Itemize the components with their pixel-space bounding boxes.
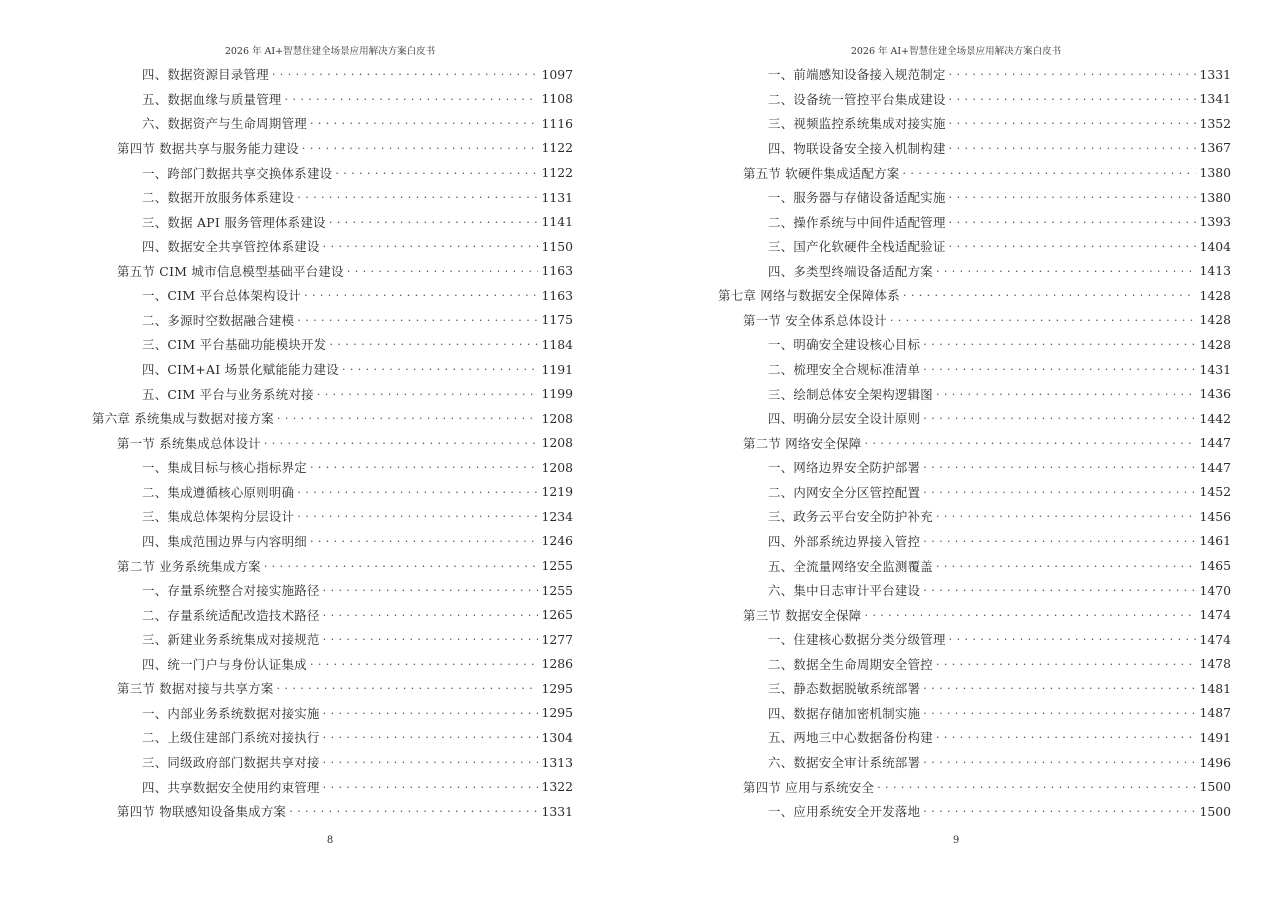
toc-entry-subsection[interactable] bbox=[718, 799, 1231, 824]
toc-entry-subsection[interactable] bbox=[718, 234, 1231, 259]
dot-leader bbox=[323, 239, 539, 253]
toc-entry-page-number: 1208 bbox=[541, 459, 573, 475]
dot-leader bbox=[923, 583, 1196, 597]
toc-entry-title: 第一节 系统集成总体设计 bbox=[117, 435, 261, 451]
dot-leader bbox=[310, 460, 538, 474]
toc-entry-page-number: 1428 bbox=[1199, 287, 1231, 303]
toc-entry-page-number: 1122 bbox=[541, 165, 573, 181]
toc-entry-title: 四、集成范围边界与内容明细 bbox=[142, 533, 307, 549]
toc-entry-title: 二、梳理安全合规标准清单 bbox=[768, 362, 921, 378]
dot-leader bbox=[289, 804, 538, 818]
toc-entry-subsection[interactable] bbox=[92, 283, 573, 308]
dot-leader bbox=[936, 387, 1196, 401]
toc-entry-title: 二、上级住建部门系统对接执行 bbox=[142, 730, 320, 746]
toc-entry-page-number: 1380 bbox=[1199, 165, 1231, 181]
toc-entry-subsection[interactable] bbox=[92, 602, 573, 627]
dot-leader bbox=[297, 313, 538, 327]
toc-entry-page-number: 1474 bbox=[1199, 631, 1231, 647]
toc-entry-page-number: 1234 bbox=[541, 508, 573, 524]
toc-entry-page-number: 1500 bbox=[1199, 803, 1231, 819]
toc-entry-subsection[interactable] bbox=[92, 627, 573, 652]
toc-entry-page-number: 1208 bbox=[541, 435, 573, 451]
toc-entry-subsection[interactable] bbox=[92, 529, 573, 554]
toc-entry-page-number: 1255 bbox=[541, 558, 573, 574]
dot-leader bbox=[949, 215, 1197, 229]
toc-entry-page-number: 1428 bbox=[1199, 312, 1231, 328]
dot-leader bbox=[297, 485, 538, 499]
toc-entry-title: 五、CIM 平台与业务系统对接 bbox=[142, 386, 314, 402]
toc-entry-page-number: 1491 bbox=[1199, 729, 1231, 745]
toc-entry-page-number: 1380 bbox=[1199, 189, 1231, 205]
toc-entry-subsection[interactable] bbox=[92, 185, 573, 210]
dot-leader bbox=[297, 190, 538, 204]
dot-leader bbox=[264, 559, 539, 573]
toc-entry-subsection[interactable] bbox=[718, 136, 1231, 161]
toc-entry-subsection[interactable] bbox=[718, 209, 1231, 234]
dot-leader bbox=[903, 166, 1197, 180]
toc-entry-subsection[interactable] bbox=[718, 652, 1231, 677]
toc-entry-page-number: 1313 bbox=[541, 754, 573, 770]
toc-entry-title: 三、政务云平台安全防护补充 bbox=[768, 509, 933, 525]
dot-leader bbox=[923, 804, 1196, 818]
toc-entry-section[interactable] bbox=[718, 774, 1231, 799]
table-of-contents bbox=[92, 62, 573, 823]
toc-entry-title: 一、内部业务系统数据对接实施 bbox=[142, 705, 320, 721]
dot-leader bbox=[323, 755, 539, 769]
toc-entry-title: 三、新建业务系统集成对接规范 bbox=[142, 632, 320, 648]
toc-entry-subsection[interactable] bbox=[92, 750, 573, 775]
dot-leader bbox=[949, 92, 1197, 106]
toc-entry-title: 第七章 网络与数据安全保障体系 bbox=[718, 288, 900, 304]
toc-entry-page-number: 1191 bbox=[541, 361, 573, 377]
dot-leader bbox=[272, 67, 539, 81]
toc-entry-page-number: 1184 bbox=[541, 336, 573, 352]
toc-entry-page-number: 1470 bbox=[1199, 582, 1231, 598]
running-header: 2026 年 AI+智慧住建全场景应用解决方案白皮书 bbox=[850, 46, 1062, 57]
toc-entry-section[interactable] bbox=[718, 160, 1231, 185]
toc-entry-subsection[interactable] bbox=[92, 701, 573, 726]
toc-entry-subsection[interactable] bbox=[92, 111, 573, 136]
toc-entry-section[interactable] bbox=[92, 676, 573, 701]
toc-entry-title: 第四节 数据共享与服务能力建设 bbox=[117, 140, 299, 156]
toc-entry-subsection[interactable] bbox=[92, 455, 573, 480]
toc-entry-subsection[interactable] bbox=[92, 332, 573, 357]
dot-leader bbox=[890, 313, 1197, 327]
toc-entry-subsection[interactable] bbox=[718, 504, 1231, 529]
toc-entry-page-number: 1447 bbox=[1199, 459, 1231, 475]
dot-leader bbox=[342, 362, 539, 376]
toc-entry-title: 三、数据 API 服务管理体系建设 bbox=[142, 214, 326, 230]
toc-entry-section[interactable] bbox=[92, 136, 573, 161]
toc-entry-subsection[interactable] bbox=[718, 357, 1231, 382]
toc-entry-page-number: 1116 bbox=[541, 115, 573, 131]
toc-entry-title: 一、服务器与存储设备适配实施 bbox=[768, 190, 946, 206]
toc-entry-subsection[interactable] bbox=[92, 504, 573, 529]
toc-entry-subsection[interactable] bbox=[718, 627, 1231, 652]
toc-entry-title: 四、统一门户与身份认证集成 bbox=[142, 656, 307, 672]
toc-entry-subsection[interactable] bbox=[718, 406, 1231, 431]
toc-entry-title: 三、静态数据脱敏系统部署 bbox=[768, 681, 921, 697]
toc-entry-subsection[interactable] bbox=[718, 480, 1231, 505]
toc-entry-page-number: 1447 bbox=[1199, 435, 1231, 451]
page-number: 9 bbox=[952, 835, 960, 846]
toc-entry-subsection[interactable] bbox=[92, 578, 573, 603]
toc-entry-subsection[interactable] bbox=[718, 725, 1231, 750]
toc-entry-title: 第五节 CIM 城市信息模型基础平台建设 bbox=[117, 263, 344, 279]
toc-entry-subsection[interactable] bbox=[718, 332, 1231, 357]
dot-leader bbox=[323, 706, 539, 720]
toc-entry-subsection[interactable] bbox=[718, 455, 1231, 480]
toc-entry-page-number: 1431 bbox=[1199, 361, 1231, 377]
toc-entry-section[interactable] bbox=[92, 259, 573, 284]
toc-entry-title: 三、国产化软硬件全栈适配验证 bbox=[768, 239, 946, 255]
toc-entry-subsection[interactable] bbox=[718, 111, 1231, 136]
toc-entry-title: 三、同级政府部门数据共享对接 bbox=[142, 755, 320, 771]
toc-entry-page-number: 1163 bbox=[541, 263, 573, 279]
dot-leader bbox=[323, 583, 539, 597]
toc-entry-title: 四、数据存储加密机制实施 bbox=[768, 705, 921, 721]
toc-entry-page-number: 1393 bbox=[1199, 214, 1231, 230]
toc-entry-page-number: 1478 bbox=[1199, 656, 1231, 672]
toc-entry-title: 一、明确安全建设核心目标 bbox=[768, 337, 921, 353]
toc-entry-page-number: 1141 bbox=[541, 214, 573, 230]
dot-leader bbox=[302, 141, 539, 155]
toc-entry-page-number: 1496 bbox=[1199, 754, 1231, 770]
dot-leader bbox=[297, 509, 538, 523]
toc-entry-title: 二、操作系统与中间件适配管理 bbox=[768, 214, 946, 230]
toc-entry-page-number: 1163 bbox=[541, 287, 573, 303]
toc-entry-title: 二、存量系统适配改造技术路径 bbox=[142, 607, 320, 623]
toc-entry-title: 五、全流量网络安全监测覆盖 bbox=[768, 558, 933, 574]
toc-entry-title: 第二节 业务系统集成方案 bbox=[117, 558, 261, 574]
toc-entry-subsection[interactable] bbox=[92, 160, 573, 185]
dot-leader bbox=[923, 485, 1196, 499]
toc-entry-page-number: 1219 bbox=[541, 484, 573, 500]
toc-entry-page-number: 1255 bbox=[541, 582, 573, 598]
toc-entry-title: 四、CIM+AI 场景化赋能能力建设 bbox=[142, 362, 339, 378]
toc-entry-page-number: 1150 bbox=[541, 238, 573, 254]
toc-entry-title: 一、存量系统整合对接实施路径 bbox=[142, 583, 320, 599]
dot-leader bbox=[936, 509, 1196, 523]
toc-entry-title: 六、数据安全审计系统部署 bbox=[768, 755, 921, 771]
dot-leader bbox=[864, 608, 1196, 622]
dot-leader bbox=[923, 681, 1196, 695]
toc-entry-page-number: 1331 bbox=[541, 803, 573, 819]
toc-entry-page-number: 1265 bbox=[541, 607, 573, 623]
toc-entry-page-number: 1461 bbox=[1199, 533, 1231, 549]
dot-leader bbox=[310, 657, 538, 671]
toc-entry-title: 一、跨部门数据共享交换体系建设 bbox=[142, 165, 333, 181]
toc-entry-page-number: 1108 bbox=[541, 91, 573, 107]
toc-entry-subsection[interactable] bbox=[92, 381, 573, 406]
toc-entry-section[interactable] bbox=[718, 308, 1231, 333]
toc-entry-page-number: 1436 bbox=[1199, 386, 1231, 402]
toc-entry-title: 三、CIM 平台基础功能模块开发 bbox=[142, 337, 327, 353]
toc-entry-page-number: 1428 bbox=[1199, 336, 1231, 352]
toc-entry-page-number: 1286 bbox=[541, 656, 573, 672]
toc-entry-section[interactable] bbox=[718, 430, 1231, 455]
toc-entry-title: 第三节 数据对接与共享方案 bbox=[117, 681, 274, 697]
toc-entry-title: 六、数据资产与生命周期管理 bbox=[142, 116, 307, 132]
toc-entry-page-number: 1331 bbox=[1199, 66, 1231, 82]
dot-leader bbox=[277, 681, 539, 695]
dot-leader bbox=[323, 730, 539, 744]
toc-entry-title: 四、共享数据安全使用约束管理 bbox=[142, 779, 320, 795]
toc-entry-section[interactable] bbox=[718, 602, 1231, 627]
toc-entry-page-number: 1465 bbox=[1199, 558, 1231, 574]
toc-entry-page-number: 1208 bbox=[541, 410, 573, 426]
toc-entry-subsection[interactable] bbox=[718, 381, 1231, 406]
toc-entry-title: 二、集成遵循核心原则明确 bbox=[142, 484, 295, 500]
toc-entry-title: 四、数据安全共享管控体系建设 bbox=[142, 239, 320, 255]
toc-entry-page-number: 1199 bbox=[541, 386, 573, 402]
dot-leader bbox=[335, 166, 538, 180]
toc-entry-chapter[interactable] bbox=[92, 406, 573, 431]
dot-leader bbox=[323, 608, 539, 622]
toc-entry-title: 五、两地三中心数据备份构建 bbox=[768, 730, 933, 746]
toc-entry-subsection[interactable] bbox=[718, 259, 1231, 284]
toc-entry-title: 第二节 网络安全保障 bbox=[743, 435, 862, 451]
toc-entry-section[interactable] bbox=[92, 799, 573, 824]
toc-entry-subsection[interactable] bbox=[718, 87, 1231, 112]
page-number: 8 bbox=[326, 835, 334, 846]
toc-entry-title: 四、外部系统边界接入管控 bbox=[768, 533, 921, 549]
toc-entry-title: 四、多类型终端设备适配方案 bbox=[768, 263, 933, 279]
toc-entry-page-number: 1304 bbox=[541, 729, 573, 745]
toc-entry-title: 第四节 物联感知设备集成方案 bbox=[117, 804, 287, 820]
page-left bbox=[0, 0, 632, 898]
dot-leader bbox=[949, 239, 1197, 253]
toc-entry-title: 三、视频监控系统集成对接实施 bbox=[768, 116, 946, 132]
toc-entry-subsection[interactable] bbox=[718, 676, 1231, 701]
dot-leader bbox=[277, 411, 539, 425]
toc-entry-subsection[interactable] bbox=[718, 529, 1231, 554]
toc-entry-page-number: 1341 bbox=[1199, 91, 1231, 107]
dot-leader bbox=[310, 116, 538, 130]
toc-entry-subsection[interactable] bbox=[718, 750, 1231, 775]
toc-entry-page-number: 1295 bbox=[541, 680, 573, 696]
dot-leader bbox=[923, 460, 1196, 474]
dot-leader bbox=[310, 534, 538, 548]
toc-entry-page-number: 1352 bbox=[1199, 115, 1231, 131]
toc-entry-subsection[interactable] bbox=[92, 357, 573, 382]
table-of-contents bbox=[718, 62, 1231, 823]
toc-entry-page-number: 1481 bbox=[1199, 680, 1231, 696]
toc-entry-subsection[interactable] bbox=[718, 701, 1231, 726]
toc-entry-page-number: 1487 bbox=[1199, 705, 1231, 721]
dot-leader bbox=[264, 436, 539, 450]
toc-entry-page-number: 1131 bbox=[541, 189, 573, 205]
toc-entry-page-number: 1097 bbox=[541, 66, 573, 82]
toc-entry-title: 三、集成总体架构分层设计 bbox=[142, 509, 295, 525]
toc-entry-subsection[interactable] bbox=[92, 652, 573, 677]
toc-entry-title: 一、前端感知设备接入规范制定 bbox=[768, 67, 946, 83]
toc-entry-title: 二、多源时空数据融合建模 bbox=[142, 312, 295, 328]
toc-entry-chapter[interactable] bbox=[718, 283, 1231, 308]
toc-entry-page-number: 1322 bbox=[541, 779, 573, 795]
dot-leader bbox=[923, 362, 1196, 376]
dot-leader bbox=[304, 288, 538, 302]
toc-entry-page-number: 1474 bbox=[1199, 607, 1231, 623]
toc-entry-title: 四、物联设备安全接入机制构建 bbox=[768, 140, 946, 156]
toc-entry-title: 一、应用系统安全开发落地 bbox=[768, 804, 921, 820]
toc-entry-page-number: 1404 bbox=[1199, 238, 1231, 254]
toc-entry-title: 六、集中日志审计平台建设 bbox=[768, 583, 921, 599]
toc-entry-subsection[interactable] bbox=[92, 87, 573, 112]
dot-leader bbox=[330, 337, 539, 351]
dot-leader bbox=[923, 755, 1196, 769]
dot-leader bbox=[323, 632, 539, 646]
toc-entry-title: 第五节 软硬件集成适配方案 bbox=[743, 165, 900, 181]
dot-leader bbox=[936, 559, 1196, 573]
dot-leader bbox=[877, 780, 1196, 794]
dot-leader bbox=[923, 534, 1196, 548]
toc-entry-section[interactable] bbox=[92, 430, 573, 455]
dot-leader bbox=[923, 337, 1196, 351]
toc-entry-page-number: 1452 bbox=[1199, 484, 1231, 500]
toc-entry-title: 第三节 数据安全保障 bbox=[743, 607, 862, 623]
dot-leader bbox=[864, 436, 1196, 450]
dot-leader bbox=[949, 67, 1197, 81]
toc-entry-subsection[interactable] bbox=[718, 578, 1231, 603]
running-header: 2026 年 AI+智慧住建全场景应用解决方案白皮书 bbox=[224, 46, 436, 57]
toc-entry-title: 一、住建核心数据分类分级管理 bbox=[768, 632, 946, 648]
toc-entry-page-number: 1122 bbox=[541, 140, 573, 156]
toc-entry-page-number: 1246 bbox=[541, 533, 573, 549]
toc-entry-subsection[interactable] bbox=[92, 62, 573, 87]
toc-entry-page-number: 1295 bbox=[541, 705, 573, 721]
toc-entry-section[interactable] bbox=[92, 553, 573, 578]
dot-leader bbox=[949, 116, 1197, 130]
toc-entry-title: 一、集成目标与核心指标界定 bbox=[142, 460, 307, 476]
toc-entry-title: 第一节 安全体系总体设计 bbox=[743, 312, 887, 328]
toc-entry-title: 二、设备统一管控平台集成建设 bbox=[768, 91, 946, 107]
toc-entry-title: 一、CIM 平台总体架构设计 bbox=[142, 288, 302, 304]
toc-entry-title: 四、数据资源目录管理 bbox=[142, 67, 269, 83]
toc-entry-subsection[interactable] bbox=[92, 209, 573, 234]
toc-entry-page-number: 1277 bbox=[541, 631, 573, 647]
dot-leader bbox=[936, 264, 1196, 278]
page-right bbox=[632, 0, 1265, 898]
toc-entry-subsection[interactable] bbox=[718, 553, 1231, 578]
toc-entry-title: 五、数据血缘与质量管理 bbox=[142, 91, 282, 107]
dot-leader bbox=[936, 657, 1196, 671]
toc-entry-subsection[interactable] bbox=[92, 308, 573, 333]
toc-entry-title: 一、网络边界安全防护部署 bbox=[768, 460, 921, 476]
toc-entry-page-number: 1500 bbox=[1199, 779, 1231, 795]
toc-entry-title: 三、绘制总体安全架构逻辑图 bbox=[768, 386, 933, 402]
toc-entry-subsection[interactable] bbox=[92, 480, 573, 505]
toc-entry-page-number: 1456 bbox=[1199, 508, 1231, 524]
toc-entry-page-number: 1175 bbox=[541, 312, 573, 328]
toc-entry-page-number: 1413 bbox=[1199, 263, 1231, 279]
dot-leader bbox=[285, 92, 539, 106]
toc-entry-page-number: 1442 bbox=[1199, 410, 1231, 426]
dot-leader bbox=[949, 632, 1197, 646]
toc-entry-title: 二、数据全生命周期安全管控 bbox=[768, 656, 933, 672]
toc-entry-subsection[interactable] bbox=[92, 774, 573, 799]
dot-leader bbox=[936, 730, 1196, 744]
dot-leader bbox=[949, 141, 1197, 155]
dot-leader bbox=[323, 780, 539, 794]
dot-leader bbox=[317, 387, 539, 401]
toc-entry-title: 四、明确分层安全设计原则 bbox=[768, 411, 921, 427]
toc-entry-title: 二、数据开放服务体系建设 bbox=[142, 190, 295, 206]
toc-entry-title: 第六章 系统集成与数据对接方案 bbox=[92, 411, 274, 427]
toc-entry-title: 二、内网安全分区管控配置 bbox=[768, 484, 921, 500]
dot-leader bbox=[347, 264, 539, 278]
dot-leader bbox=[329, 215, 539, 229]
toc-entry-title: 第四节 应用与系统安全 bbox=[743, 779, 875, 795]
toc-entry-page-number: 1367 bbox=[1199, 140, 1231, 156]
toc-entry-subsection[interactable] bbox=[718, 62, 1231, 87]
dot-leader bbox=[923, 706, 1196, 720]
dot-leader bbox=[949, 190, 1197, 204]
dot-leader bbox=[923, 411, 1196, 425]
toc-entry-subsection[interactable] bbox=[718, 185, 1231, 210]
toc-entry-subsection[interactable] bbox=[92, 725, 573, 750]
toc-entry-subsection[interactable] bbox=[92, 234, 573, 259]
dot-leader bbox=[903, 288, 1197, 302]
